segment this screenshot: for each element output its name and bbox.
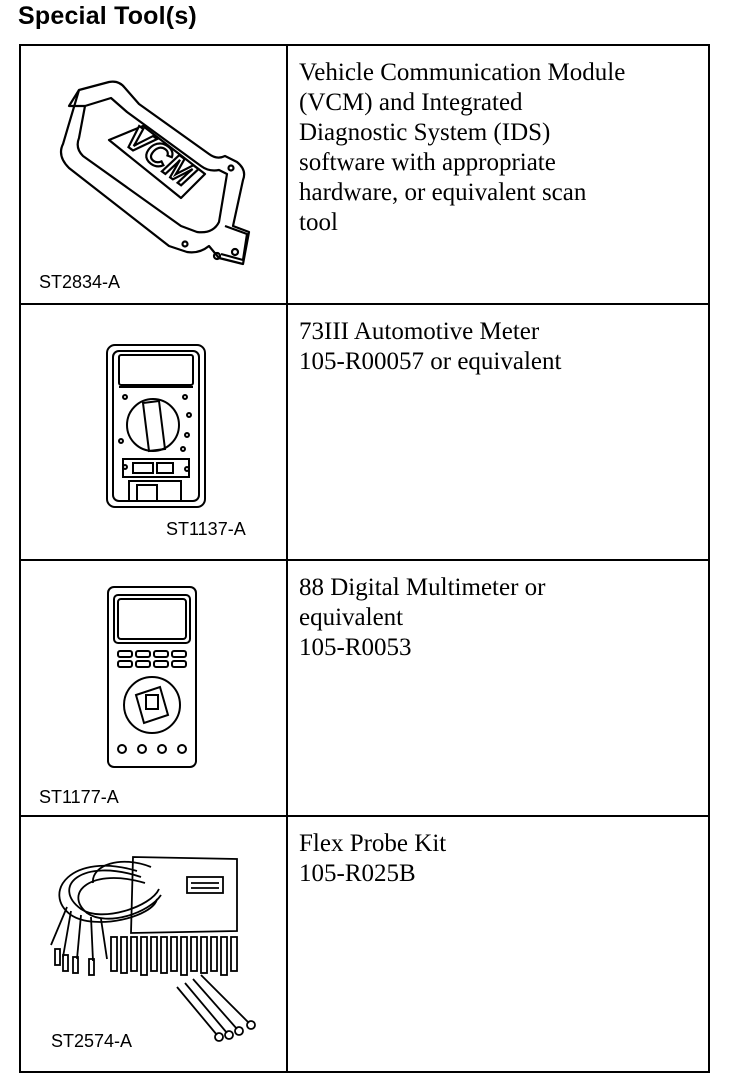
description-line: 105-R0053 xyxy=(299,634,412,661)
description-line: 73III Automotive Meter xyxy=(299,318,540,345)
table-row xyxy=(20,816,709,1072)
automotive-meter-icon xyxy=(103,341,213,511)
tool-description xyxy=(287,816,709,1072)
description-line: software with appropriate xyxy=(299,149,556,176)
description-line: Vehicle Communication Module xyxy=(299,59,626,86)
tool-image-cell xyxy=(20,816,287,1072)
vcm-device-icon xyxy=(49,76,259,266)
table-row xyxy=(20,560,709,816)
tool-image-cell xyxy=(20,304,287,560)
description-line: Flex Probe Kit xyxy=(299,830,447,857)
description-line: 105-R00057 or equivalent xyxy=(299,348,562,375)
flex-probe-kit-icon xyxy=(41,847,271,1047)
tool-description xyxy=(287,45,709,304)
tool-code: ST2574-A xyxy=(51,1031,133,1051)
page-heading: Special Tool(s) xyxy=(18,2,197,30)
vcm-label: VCM xyxy=(118,118,202,195)
description-line: tool xyxy=(299,209,338,236)
tool-description xyxy=(287,304,709,560)
description-line: (VCM) and Integrated xyxy=(299,89,523,116)
tool-image-cell xyxy=(20,560,287,816)
tool-description xyxy=(287,560,709,816)
description-line: Diagnostic System (IDS) xyxy=(299,119,551,146)
special-tools-table xyxy=(19,44,710,1073)
tool-code: ST1177-A xyxy=(39,787,119,807)
description-line: 88 Digital Multimeter or xyxy=(299,574,546,601)
description-line: 105-R025B xyxy=(299,860,416,887)
tool-code: ST1137-A xyxy=(166,519,246,539)
description-line: hardware, or equivalent scan xyxy=(299,179,587,206)
digital-multimeter-icon xyxy=(106,585,200,771)
table-row xyxy=(20,304,709,560)
table-row xyxy=(20,45,709,304)
description-line: equivalent xyxy=(299,604,404,631)
tool-image-cell xyxy=(20,45,287,304)
tool-code: ST2834-A xyxy=(39,272,121,292)
